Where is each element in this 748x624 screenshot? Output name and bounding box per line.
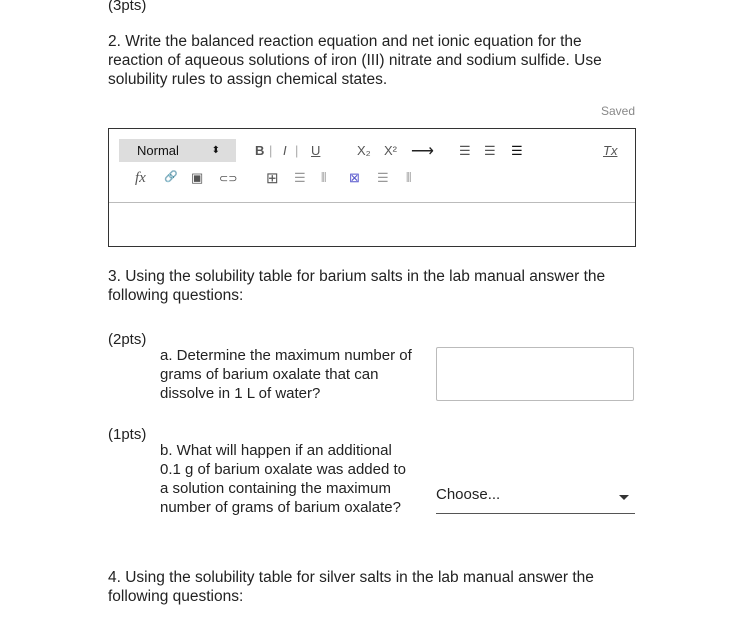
rich-text-editor <box>108 128 636 247</box>
underline-button[interactable]: U <box>311 143 321 158</box>
arrow-button[interactable]: ⟶ <box>411 143 434 160</box>
delete-row-button[interactable]: ☰ <box>377 170 389 185</box>
superscript-button[interactable]: X² <box>384 143 397 158</box>
select-value: Choose... <box>436 486 501 503</box>
q3a-points: (2pts) <box>108 331 147 348</box>
ordered-list-button[interactable]: ☰ <box>459 143 471 158</box>
updown-icon: ⬍ <box>211 145 220 156</box>
bullet-list-button[interactable]: ☰ <box>484 143 496 158</box>
table-button[interactable]: ⊞ <box>266 170 279 187</box>
clear-format-button[interactable]: Tx <box>603 143 618 158</box>
q3a-answer-input[interactable] <box>436 347 634 401</box>
q3b-points: (1pts) <box>108 426 147 443</box>
q3a-text: a. Determine the maximum number of grams of barium oxalate that can dissolve in 1 L of water? <box>160 347 412 402</box>
format-select[interactable] <box>119 139 236 162</box>
dropdown-caret-icon <box>619 495 629 500</box>
subscript-button[interactable]: X₂ <box>357 143 371 158</box>
save-status: Saved <box>601 104 636 118</box>
q2-answer-area[interactable] <box>109 203 635 246</box>
italic-button[interactable]: I <box>283 143 287 158</box>
link-button[interactable]: 🔗 <box>164 171 178 183</box>
q3b-text: b. What will happen if an additional 0.1 g of barium oxalate was added to a solution containing the maximum number of grams of barium oxalate? <box>160 442 406 516</box>
insert-column-button[interactable]: ⫴ <box>321 170 327 185</box>
align-button[interactable]: ☰ <box>511 143 523 158</box>
q2-text: 2. Write the balanced reaction equation and net ionic equation for the reaction of aqueous solutions of iron (III) nitrate and sodium sulfide. Use solubility rules to assign chemical states. <box>108 33 602 88</box>
q3-text: 3. Using the solubility table for barium salts in the lab manual answer the following questions: <box>108 268 606 304</box>
q2-points: (3pts) <box>108 0 147 14</box>
q4-text: 4. Using the solubility table for silver salts in the lab manual answer the following questions: <box>108 569 594 605</box>
image-button[interactable]: ▣ <box>191 170 204 185</box>
delete-table-button[interactable]: ⊠ <box>349 170 360 185</box>
insert-row-button[interactable]: ☰ <box>294 170 306 185</box>
format-label: Normal <box>137 143 179 158</box>
formula-button[interactable]: fx <box>135 170 146 186</box>
q3b-answer-select[interactable] <box>436 485 635 514</box>
editor-toolbar: Normal ⬍ B | I | U X₂ X² ⟶ ☰ ☰ ☰ Tx fx 🔗 ▣ ⊂⊃ ⊞ ☰ ⫴ ⊠ ☰ ⫴ <box>109 129 635 203</box>
bold-button[interactable]: B <box>255 143 265 158</box>
delete-column-button[interactable]: ⫴ <box>406 170 412 185</box>
attach-button[interactable]: ⊂⊃ <box>219 173 238 185</box>
